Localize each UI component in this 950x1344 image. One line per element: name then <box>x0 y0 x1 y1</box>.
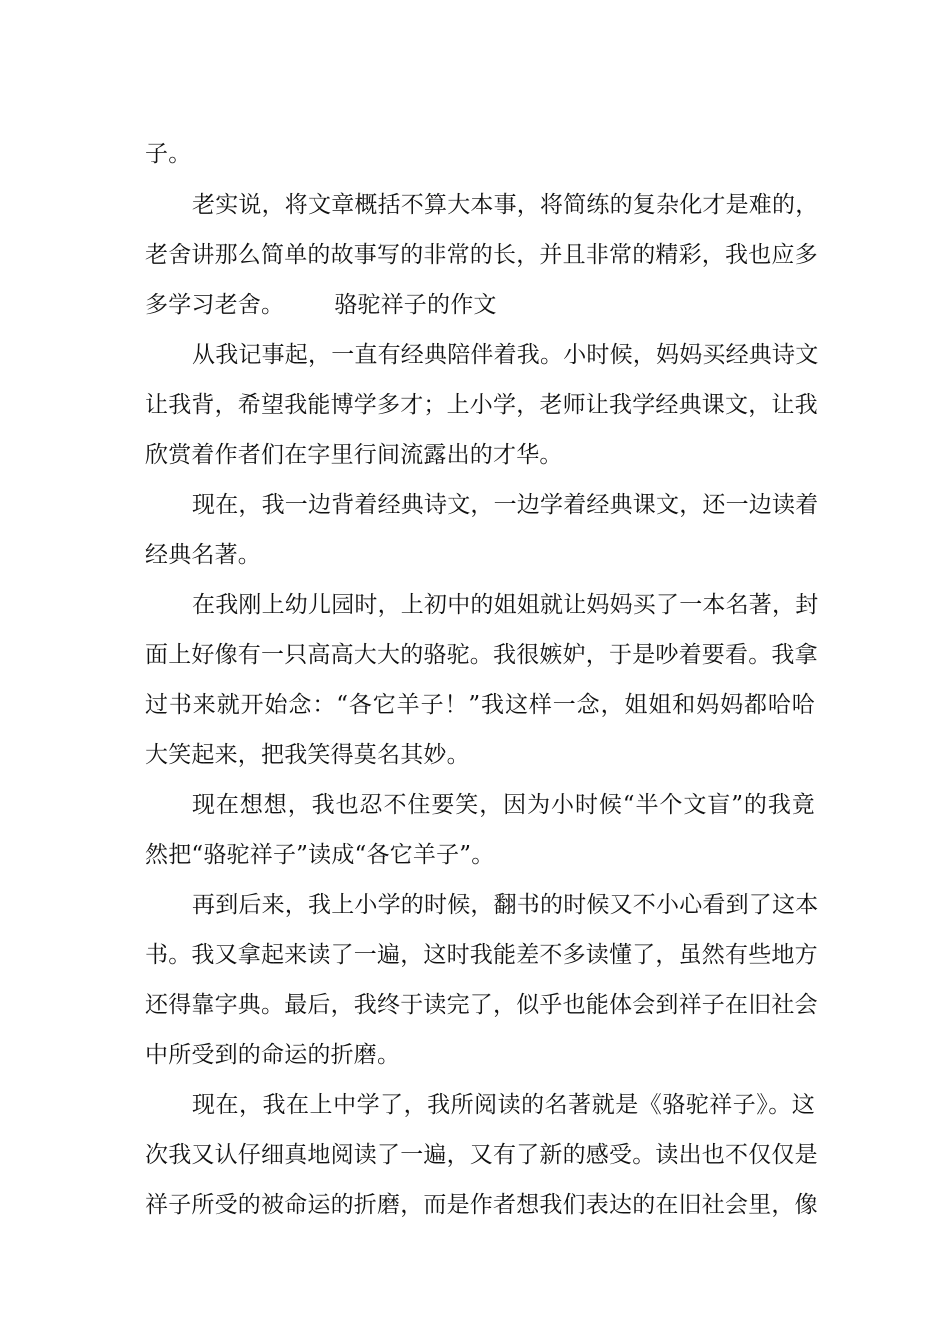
text-line: 过书来就开始念：“各它羊子！”我这样一念，姐姐和妈妈都哈哈 <box>145 692 815 718</box>
text-line: 让我背，希望我能博学多才；上小学，老师让我学经典课文，让我 <box>145 392 818 418</box>
text-line-end: 多学习老舍。 <box>145 292 285 318</box>
text-line: 从我记事起，一直有经典陪伴着我。小时候，妈妈买经典诗文 <box>192 342 819 368</box>
text-line: 还得靠字典。最后，我终于读完了，似乎也能体会到祥子在旧社会 <box>145 992 818 1018</box>
text-line: 再到后来，我上小学的时候，翻书的时候又不小心看到了这本 <box>192 892 819 918</box>
text-line: 现在，我在上中学了，我所阅读的名著就是《骆驼祥子》。这 <box>192 1092 815 1118</box>
text-line: 然把“骆驼祥子”读成“各它羊子”。 <box>145 842 495 868</box>
text-line: 老舍讲那么简单的故事写的非常的长，并且非常的精彩，我也应多 <box>145 242 818 268</box>
text-line: 现在，我一边背着经典诗文，一边学着经典课文，还一边读着 <box>192 492 819 518</box>
text-line: 子。 <box>145 141 192 167</box>
text-line: 次我又认仔细真地阅读了一遍，又有了新的感受。读出也不仅仅是 <box>145 1142 818 1168</box>
text-line: 中所受到的命运的折磨。 <box>145 1042 401 1068</box>
essay-title: 骆驼祥子的作文 <box>334 292 497 318</box>
text-line: 欣赏着作者们在字里行间流露出的才华。 <box>145 442 563 468</box>
text-line: 经典名著。 <box>145 542 261 568</box>
text-line: 祥子所受的被命运的折磨，而是作者想我们表达的在旧社会里，像 <box>145 1192 818 1218</box>
text-line: 书。我又拿起来读了一遍，这时我能差不多读懂了，虽然有些地方 <box>145 942 818 968</box>
text-line: 大笑起来，把我笑得莫名其妙。 <box>145 742 470 768</box>
text-line: 在我刚上幼儿园时，上初中的姐姐就让妈妈买了一本名著，封 <box>192 592 819 618</box>
text-line: 现在想想，我也忍不住要笑，因为小时候“半个文盲”的我竟 <box>192 792 815 818</box>
text-line: 面上好像有一只高高大大的骆驼。我很嫉妒，于是吵着要看。我拿 <box>145 642 818 668</box>
text-line: 老实说，将文章概括不算大本事，将简练的复杂化才是难的， <box>192 192 819 218</box>
text-line <box>145 290 815 320</box>
